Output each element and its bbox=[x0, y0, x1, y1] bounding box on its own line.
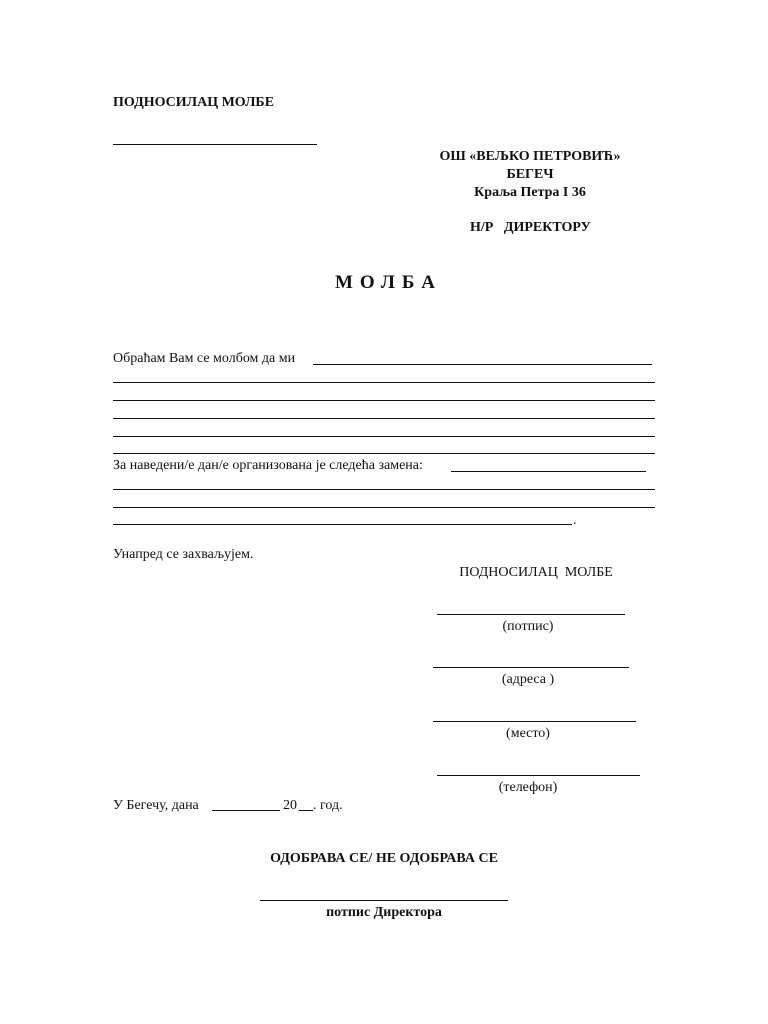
signature-heading: ПОДНОСИЛАЦ МОЛБЕ bbox=[459, 565, 613, 580]
request-blank-line[interactable] bbox=[313, 364, 652, 365]
substitution-blank-line[interactable] bbox=[113, 507, 655, 508]
director-signature-label: потпис Директора bbox=[326, 905, 442, 920]
request-blank-line[interactable] bbox=[113, 436, 655, 437]
address-label: (адреса ) bbox=[501, 672, 555, 687]
substitution-blank-line[interactable] bbox=[451, 471, 646, 472]
substitution-end-period: . bbox=[573, 513, 577, 528]
signature-line[interactable] bbox=[437, 614, 625, 615]
applicant-name-line[interactable] bbox=[113, 144, 317, 145]
place-line[interactable] bbox=[433, 721, 636, 722]
applicant-header: ПОДНОСИЛАЦ МОЛБЕ bbox=[113, 95, 275, 110]
request-text: Обраћам Вам се молбом да ми bbox=[113, 351, 296, 366]
request-blank-line[interactable] bbox=[113, 418, 655, 419]
place-label: (место) bbox=[506, 726, 550, 741]
recipient-attention: Н/Р ДИРЕКТОРУ bbox=[470, 220, 591, 235]
request-blank-line[interactable] bbox=[113, 453, 655, 454]
approval-heading: ОДОБРАВА СЕ/ НЕ ОДОБРАВА СЕ bbox=[270, 851, 498, 866]
date-year-line[interactable] bbox=[299, 810, 313, 811]
date-year-prefix: 20 bbox=[283, 798, 297, 813]
recipient-address: Краља Петра I 36 bbox=[474, 185, 586, 200]
phone-label: (телефон) bbox=[498, 780, 558, 795]
date-suffix: . год. bbox=[313, 798, 343, 813]
address-line[interactable] bbox=[433, 667, 629, 668]
phone-line[interactable] bbox=[437, 775, 640, 776]
request-blank-line[interactable] bbox=[113, 400, 655, 401]
date-prefix: У Бегечу, дана bbox=[113, 798, 199, 813]
document-title: МОЛБА bbox=[335, 272, 442, 293]
substitution-blank-line[interactable] bbox=[113, 489, 655, 490]
substitution-text: За наведени/е дан/е организована је следећа замена: bbox=[113, 458, 423, 473]
recipient-city: БЕГЕЧ bbox=[506, 167, 554, 182]
thanks-text: Унапред се захваљујем. bbox=[113, 547, 254, 562]
request-blank-line[interactable] bbox=[113, 382, 655, 383]
recipient-school: ОШ «ВЕЉКО ПЕТРОВИЋ» bbox=[439, 149, 621, 164]
director-signature-line[interactable] bbox=[260, 900, 508, 901]
substitution-blank-line[interactable] bbox=[113, 524, 572, 525]
signature-label: (потпис) bbox=[502, 619, 554, 634]
date-day-line[interactable] bbox=[212, 810, 280, 811]
